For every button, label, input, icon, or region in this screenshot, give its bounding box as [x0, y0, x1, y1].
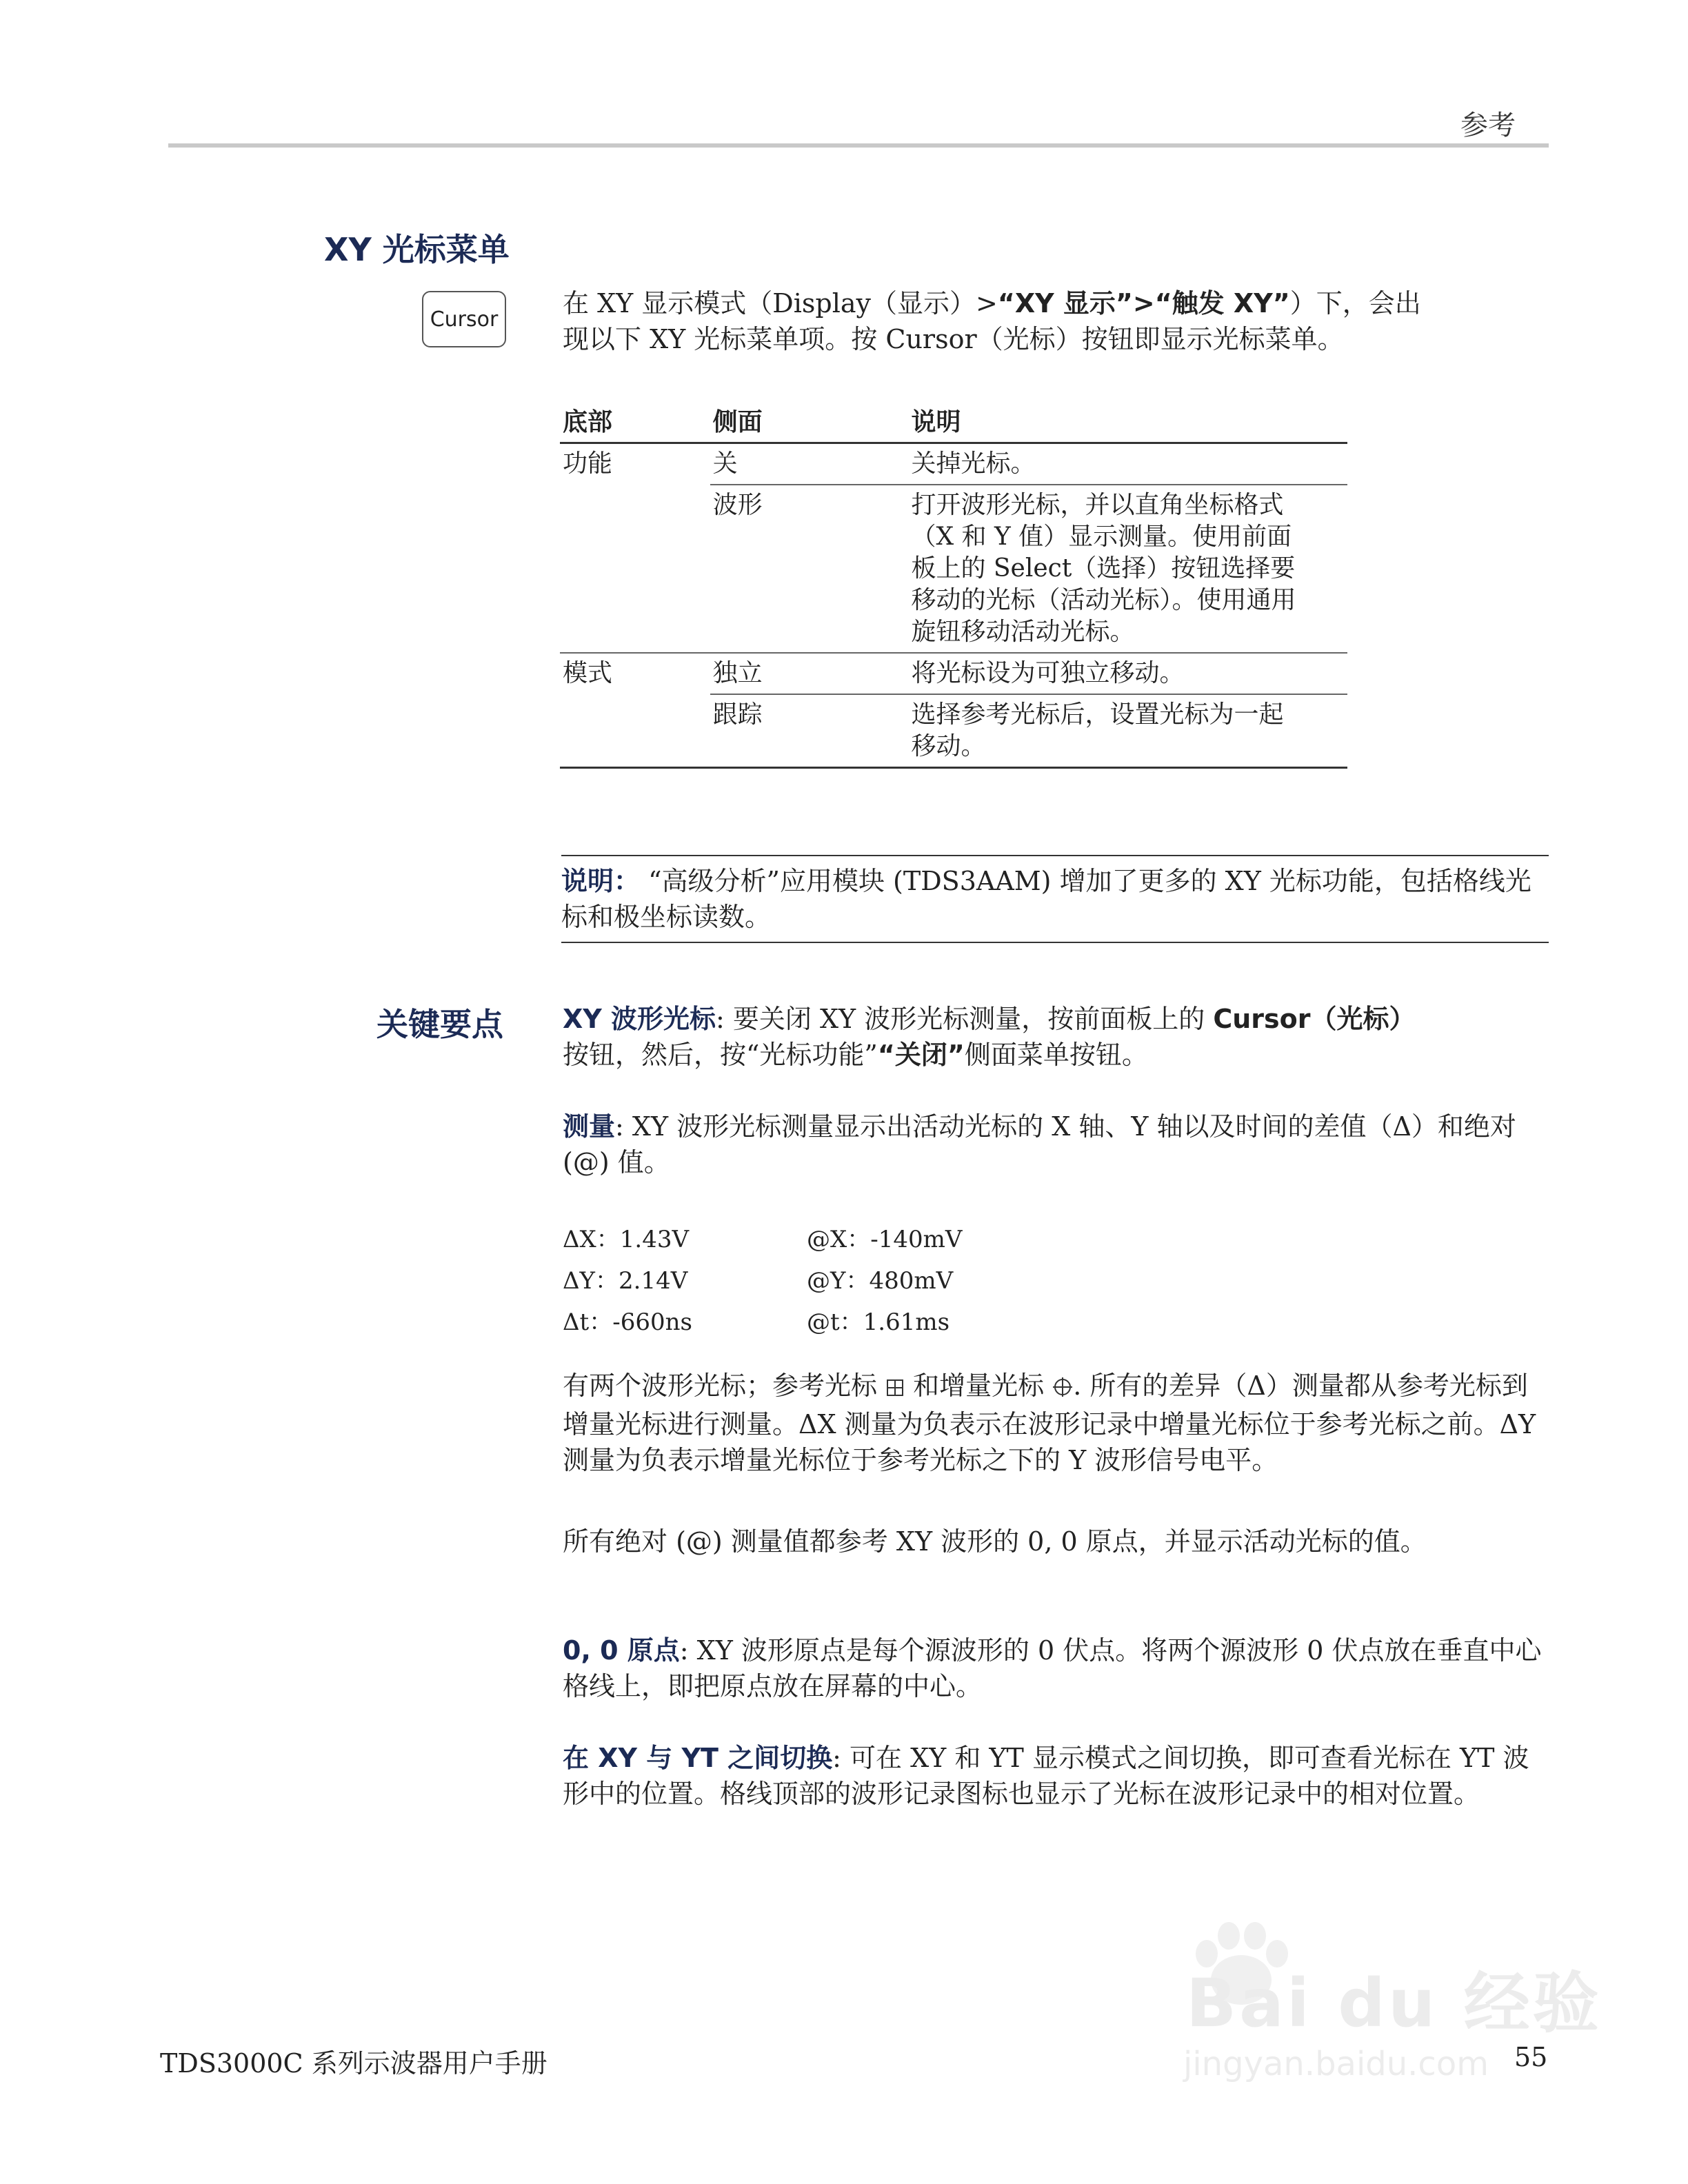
measurement-row: ΔY：2.14V @Y：480mV	[563, 1267, 954, 1295]
table-cell-side: 独立	[710, 653, 909, 694]
intro-line-1: 在 XY 显示模式（Display（显示）>“XY 显示”>“触发 XY”）下，会出	[563, 288, 1421, 318]
table-cell-side: 波形	[710, 485, 909, 653]
footer-manual-title: TDS3000C 系列示波器用户手册	[160, 2048, 547, 2079]
watermark-brand: Bai du 经验	[1186, 1965, 1602, 2042]
table-row	[560, 694, 1347, 768]
watermark-url: jingyan.baidu.com	[1183, 2045, 1489, 2083]
note-box	[561, 855, 1549, 943]
note-label: 说明：	[561, 866, 641, 896]
table-cell-description: 关掉光标。	[911, 449, 1036, 478]
table-cell-bottom	[560, 485, 710, 653]
delta-cursor-icon	[1052, 1371, 1073, 1406]
table-header-bottom: 底部	[560, 403, 710, 443]
measurement-row: Δt：-660ns @t：1.61ms	[563, 1308, 950, 1336]
kp-cursor-off-paragraph: XY 波形光标: 要关闭 XY 波形光标测量，按前面板上的 Cursor（光标） 按钮，然后，按“光标功能”“关闭”侧面菜单按钮。	[563, 1004, 1416, 1070]
table-cell-bottom: 模式	[560, 653, 710, 694]
cursor-button-icon: Cursor	[422, 291, 506, 347]
table-cell-side: 跟踪	[710, 694, 909, 768]
intro-line-2: 现以下 XY 光标菜单项。按 Cursor（光标）按钮即显示光标菜单。	[563, 324, 1344, 354]
table-row	[560, 485, 1347, 653]
header-section-label: 参考	[1460, 110, 1516, 141]
table-row	[560, 653, 1347, 694]
measurement-readout	[563, 1219, 962, 1343]
table-cell-bottom: 功能	[563, 449, 613, 478]
section-title-key-points: 关键要点	[376, 1006, 503, 1043]
kp-label-xy-yt: 在 XY 与 YT 之间切换	[563, 1743, 833, 1773]
table-row	[560, 443, 1347, 485]
page-number: 55	[1514, 2042, 1548, 2072]
note-text: “高级分析”应用模块 (TDS3AAM) 增加了更多的 XY 光标功能，包括格线光标和极坐标读数。	[561, 866, 1531, 932]
kp-label-origin: 0, 0 原点	[563, 1635, 680, 1666]
cursor-menu-table	[560, 403, 1347, 769]
kp-cursor-types-paragraph: 有两个波形光标；参考光标 和增量光标 . 所有的差异（Δ）测量都从参考光标到增量光标进行测量。ΔX 测量为负表示在波形记录中增量光标位于参考光标之前。ΔY 测量为负表示增量光标位于参考光标之下的 Y 波形信号电平。	[563, 1371, 1536, 1475]
table-cell-side: 关	[712, 449, 738, 478]
table-cell-bottom	[560, 694, 710, 768]
kp-origin-paragraph: 0, 0 原点: XY 波形原点是每个源波形的 0 伏点。将两个源波形 0 伏点放在垂直中心格线上，即把原点放在屏幕的中心。	[563, 1635, 1542, 1701]
kp-label-xy-cursor: XY 波形光标	[563, 1004, 716, 1034]
measurement-row: ΔX：1.43V @X：-140mV	[563, 1226, 963, 1253]
kp-label-measure: 测量	[563, 1111, 616, 1142]
table-cell-description: 打开波形光标，并以直角坐标格式（X 和 Y 值）显示测量。使用前面板上的 Select（选择）按钮选择要移动的光标（活动光标）。使用通用旋钮移动活动光标。	[908, 485, 1347, 653]
header-rule	[168, 143, 1549, 148]
section-title-xy-cursor-menu: XY 光标菜单	[324, 231, 510, 268]
kp-measure-paragraph: 测量: XY 波形光标测量显示出活动光标的 X 轴、Y 轴以及时间的差值（Δ）和绝对 (@) 值。	[563, 1111, 1516, 1177]
kp-absolute-paragraph: 所有绝对 (@) 测量值都参考 XY 波形的 0, 0 原点，并显示活动光标的值。	[563, 1526, 1427, 1557]
reference-cursor-icon	[885, 1371, 905, 1406]
intro-paragraph	[563, 285, 1549, 357]
table-header-description: 说明	[908, 403, 1347, 443]
table-header-side: 侧面	[710, 403, 909, 443]
table-cell-description: 选择参考光标后，设置光标为一起移动。	[908, 694, 1347, 768]
table-cell-description: 将光标设为可独立移动。	[908, 653, 1347, 694]
kp-xy-yt-paragraph: 在 XY 与 YT 之间切换: 可在 XY 和 YT 显示模式之间切换，即可查看光标在 YT 波形中的位置。格线顶部的波形记录图标也显示了光标在波形记录中的相对位置。	[563, 1743, 1529, 1809]
